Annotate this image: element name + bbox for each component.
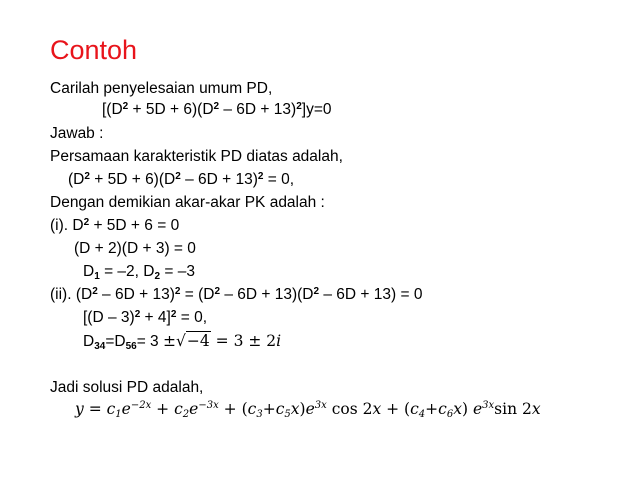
characteristic-intro: Persamaan karakteristik PD diatas adalah, — [50, 148, 343, 165]
case-ii-equation: (ii). $(D^2 - 6D + 13)^2 = (D^2 - 6D + 13)(D^2 - 6D + 13) = 0$ — [50, 286, 423, 303]
slide-title: Contoh — [50, 35, 138, 65]
answer-label: Jawab : — [50, 125, 104, 142]
case-ii-roots: $D_{34}=D_{56}= 3 \pm√-4 = 3 \pm 2i$ — [83, 332, 282, 352]
solution-intro: Jadi solusi PD adalah, — [50, 379, 204, 396]
case-i-equation: (i). $D^2 + 5D + 6 = 0$ — [50, 217, 180, 234]
case-i-roots: $D_1 = -2$, $D_2 = -3$ — [83, 263, 195, 282]
characteristic-equation: $(D^2 + 5D + 6)(D^2 - 6D + 13)^2 = 0$, — [68, 171, 295, 188]
case-ii-completed-square: $[(D - 3)^2 + 4]^2 = 0$, — [83, 309, 207, 326]
case-i-factored: (D + 2)(D + 3) = 0 — [74, 240, 196, 257]
general-solution: $y = c1e^{-2x} + c2e^{-3x} + (c3+c5x)e^{3x}$ cos 2x + (c4+c6x) $e^{3x}\sin$ 2x — [75, 400, 541, 420]
problem-statement: Carilah penyelesaian umum PD, — [50, 80, 273, 97]
roots-intro: Dengan demikian akar-akar PK adalah : — [50, 194, 325, 211]
differential-equation: $[(D^2 + 5D + 6)(D^2 - 6D + 13)^2]y=0$ — [102, 101, 332, 118]
